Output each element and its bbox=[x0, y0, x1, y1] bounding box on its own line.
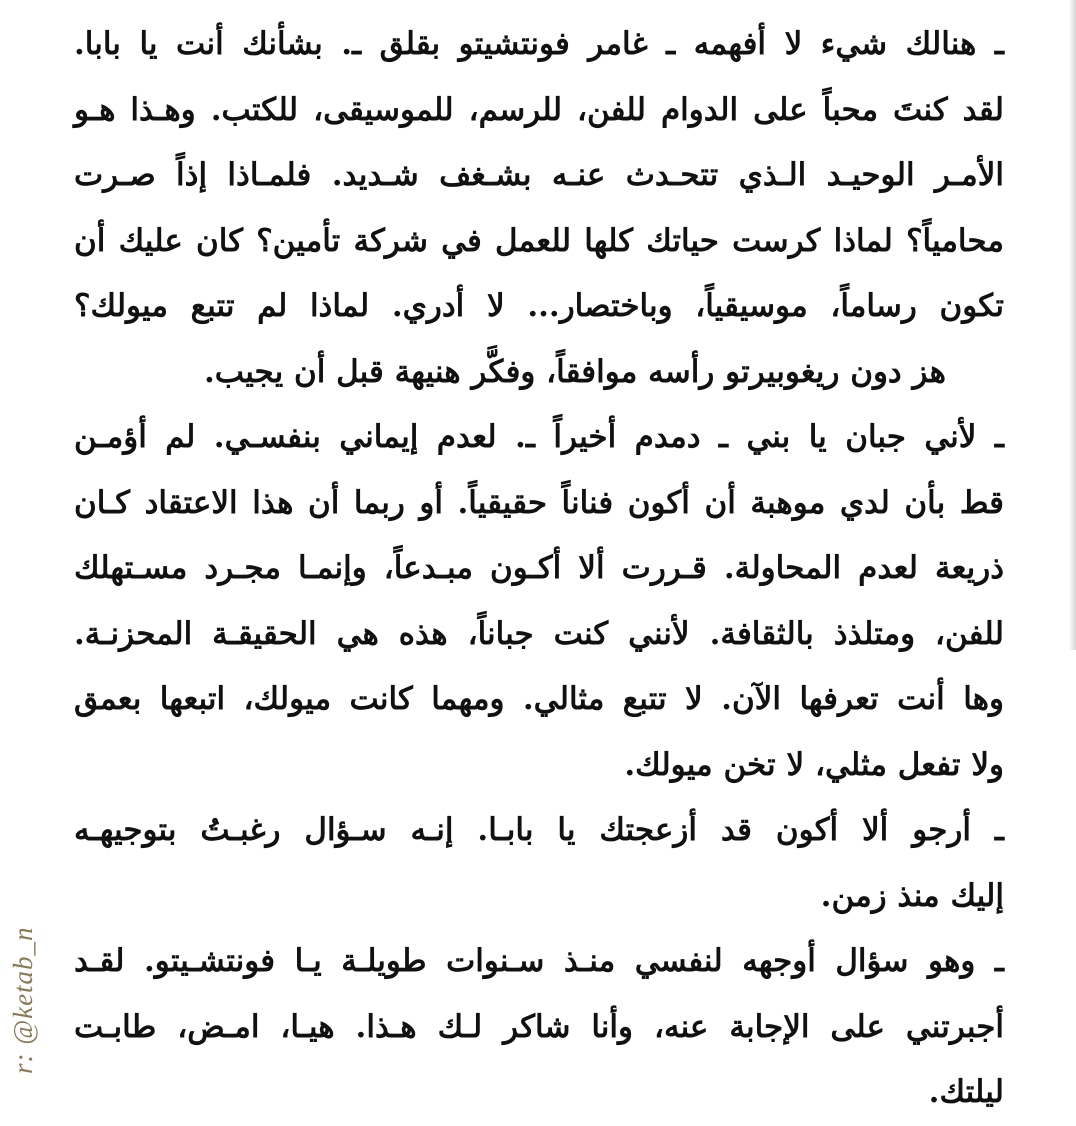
text-line: ـ لأني جبان يا بني ـ دمدم أخيراً ـ. لعدم إيماني بنفسـي. لم أؤمـن bbox=[74, 419, 1004, 455]
text-line: محامياً؟ لماذا كرست حياتك كلها للعمل في شركة تأمين؟ كان عليك أن bbox=[74, 222, 1004, 259]
text-line: ولا تفعل مثلي، لا تخن ميولك. bbox=[624, 746, 1004, 783]
channel-watermark: r: @ketab_n bbox=[8, 926, 38, 1074]
page-edge-shadow bbox=[1069, 0, 1076, 650]
text-line: تكون رساماً، موسيقياً، وباختصار... لا أدري. لماذا لم تتبع ميولك؟ bbox=[74, 288, 1004, 324]
text-line: قط بأن لدي موهبة أن أكون فناناً حقيقياً. أو ربما أن هذا الاعتقاد كـان bbox=[74, 484, 1004, 521]
text-line: إليك منذ زمن. bbox=[820, 877, 1004, 914]
text-line: للفن، ومتلذذ بالثقافة. لأنني كنت جباناً، هذه هي الحقيقـة المحزنـة. bbox=[74, 615, 1004, 652]
text-line: ليلتك. bbox=[928, 1074, 1004, 1110]
text-line: ـ وهو سؤال أوجهه لنفسي منـذ سـنوات طويلـة يـا فونتشـيتو. لقـد bbox=[74, 943, 1004, 979]
page-text bbox=[74, 12, 1004, 1126]
text-line: أجبرتني على الإجابة عنه، وأنا شاكر لـك هـذا. هيـا، امـض، طابـت bbox=[74, 1008, 1004, 1045]
text-line: وها أنت تعرفها الآن. لا تتبع مثالي. ومهما كانت ميولك، اتبعها بعمق bbox=[74, 681, 1004, 717]
text-line: هز دون ريغوبيرتو رأسه موافقاً، وفكَّر هنيهة قبل أن يجيب. bbox=[203, 353, 946, 390]
text-line: ذريعة لعدم المحاولة. قـررت ألا أكـون مبـدعاً، وإنمـا مجـرد مسـتهلك bbox=[74, 550, 1004, 586]
text-line: لقد كنتَ محباً على الدوام للفن، للرسم، للموسيقى، للكتب. وهـذا هـو bbox=[74, 91, 1004, 128]
text-line: ـ أرجو ألا أكون قد أزعجتك يا بابـا. إنـه سـؤال رغبـتُ بتوجيهـه bbox=[74, 812, 1004, 848]
text-line: الأمـر الوحيـد الـذي تتحـدث عنـه بشـغف شـديد. فلمـاذا إذاً صـرت bbox=[74, 157, 1004, 193]
text-line: ـ هنالك شيء لا أفهمه ـ غامر فونتشيتو بقلق ـ. بشأنك أنت يا بابا. bbox=[74, 26, 1004, 62]
